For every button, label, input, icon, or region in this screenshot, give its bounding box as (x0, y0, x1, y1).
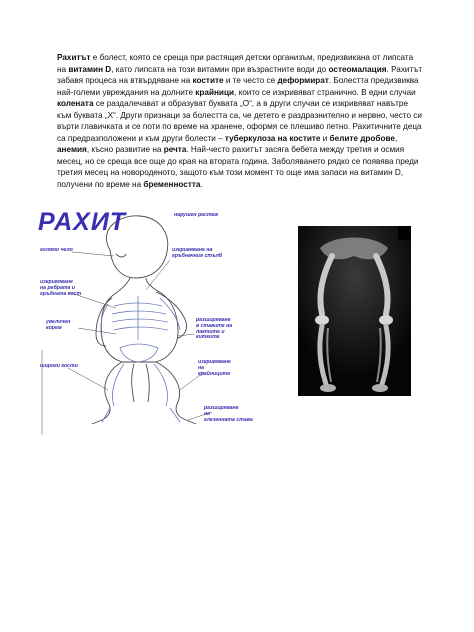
label-wrists: разширяване в ставите на лактите и китките (196, 317, 233, 341)
illustration-title: РАХИТ (38, 208, 127, 236)
text-span: . (200, 179, 203, 189)
text-span: . Най-често рахитът засяга бебета между третия и осмия месец, но се среща все още до края на втората година. Заболяването рядко се появява преди третия месец на новороденото, защото към този момент то още има запаси на витамин D, получени по време на (57, 145, 419, 189)
paragraph (57, 52, 423, 190)
term-rickets: Рахитът (57, 53, 91, 62)
text-span: се раздалечават и образуват буквата „О“, а в други случаи се изкривяват навътре към буквата „Х“. Други признаци за болестта са, че детето е раздразнително и нервно, често си върти главичката и се поти по време на хранене, оформя се плешиво петно. Рахитичните деца са предразположени и към други болести – (57, 99, 422, 143)
term-bones: костите (192, 76, 224, 85)
xray-image (298, 226, 411, 396)
text-span: и (320, 133, 330, 143)
term-vitamin-d: витамин D (68, 64, 112, 74)
term-bone-tuberculosis: туберкулоза на костите (224, 133, 321, 143)
xray-legs-drawing (298, 226, 411, 396)
label-ankles: разширяване на глезенната става (204, 405, 253, 423)
term-knees: колената (57, 99, 94, 108)
text-span: , (394, 133, 398, 143)
label-ribs: изкривяване на ребрата и гръдната кост (40, 279, 82, 297)
label-bones: широки кости (40, 363, 78, 369)
text-span: . Болестта предизвиква най-големи увреждания на долните (57, 76, 419, 97)
text-span: , които се изкривяват странично. В едни случаи (234, 87, 416, 97)
text-span: и те често се (223, 76, 278, 85)
article-text (57, 52, 423, 190)
term-deform: деформират (277, 76, 329, 85)
term-pregnancy: бременността (143, 179, 201, 189)
text-span: . Рахитът забавя процеса на втвърдяване на (57, 64, 423, 85)
term-limbs: крайници (195, 87, 235, 97)
text-span: е болест, която се среща при растящия детски организъм, предизвикана от липсата на (57, 53, 414, 74)
label-forehead: голямо чело (40, 247, 73, 253)
term-osteomalacia: остеомалация (328, 64, 387, 74)
label-belly: увеличен корем (46, 319, 71, 331)
term-anemia: анемия (57, 145, 87, 154)
term-speech: речта (163, 145, 187, 154)
rickets-illustration (38, 210, 260, 435)
label-spine: изкривяване на гръбначния стълб (172, 247, 222, 259)
label-limbs: изкривяване на крайниците (198, 359, 231, 377)
label-head: нарушен растеж (174, 212, 219, 218)
text-span: , късно развитие на (86, 145, 164, 154)
text-span: , като липсата на този витамин при възрастните води до (111, 64, 329, 74)
term-lungs: белите дробове (329, 133, 395, 143)
